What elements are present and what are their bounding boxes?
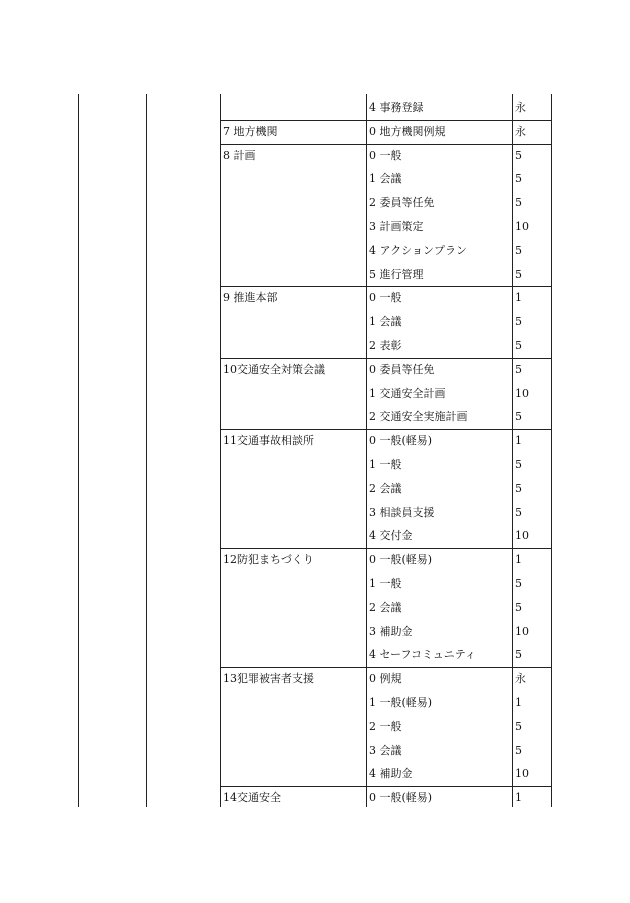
subcategory-label: 1 交通安全計画 bbox=[369, 386, 446, 400]
retention-period: 5 bbox=[515, 148, 522, 162]
subcategory-label: 5 進行管理 bbox=[369, 267, 424, 281]
group-separator bbox=[220, 786, 552, 787]
retention-period: 5 bbox=[515, 458, 522, 471]
group-separator bbox=[220, 429, 552, 430]
retention-period: 1 bbox=[515, 791, 522, 805]
subcategory-label: 2 委員等任免 bbox=[369, 196, 435, 210]
category-title: 10交通安全対策会議 bbox=[223, 362, 325, 376]
retention-period: 10 bbox=[515, 767, 529, 781]
retention-period: 1 bbox=[515, 696, 522, 709]
retention-period: 10 bbox=[515, 529, 529, 543]
subcategory-label: 3 相談員支援 bbox=[369, 505, 435, 519]
subcategory-label: 2 会議 bbox=[369, 481, 402, 495]
subcategory-label: 4 アクションプラン bbox=[369, 243, 467, 257]
group-separator bbox=[220, 548, 552, 549]
category-title: 7 地方機関 bbox=[223, 124, 278, 138]
category-title: 12防犯まちづくり bbox=[223, 553, 314, 567]
subcategory-label: 1 一般 bbox=[369, 458, 402, 471]
subcategory-label: 1 会議 bbox=[369, 172, 402, 186]
retention-period: 永 bbox=[515, 672, 526, 686]
retention-period: 1 bbox=[515, 553, 522, 567]
retention-period: 5 bbox=[515, 719, 522, 733]
category-title: 14交通安全 bbox=[223, 791, 281, 805]
subcategory-label: 2 表彰 bbox=[369, 339, 402, 352]
retention-period: 5 bbox=[515, 505, 522, 519]
column-border-4 bbox=[512, 94, 513, 807]
retention-period: 5 bbox=[515, 362, 522, 376]
retention-period: 5 bbox=[515, 577, 522, 590]
subcategory-label: 0 一般 bbox=[369, 148, 402, 162]
retention-period: 10 bbox=[515, 220, 529, 233]
retention-period: 永 bbox=[515, 124, 526, 138]
retention-period: 5 bbox=[515, 267, 522, 281]
group-separator bbox=[220, 286, 552, 287]
retention-period: 5 bbox=[515, 481, 522, 495]
category-title: 13犯罪被害者支援 bbox=[223, 672, 314, 686]
subcategory-label: 0 例規 bbox=[369, 672, 402, 686]
retention-period: 5 bbox=[515, 600, 522, 614]
subcategory-label: 3 補助金 bbox=[369, 624, 413, 638]
retention-period: 永 bbox=[515, 101, 526, 114]
retention-period: 10 bbox=[515, 386, 529, 400]
subcategory-label: 1 一般(軽易) bbox=[369, 696, 433, 709]
subcategory-label: 3 会議 bbox=[369, 743, 402, 757]
column-border-1 bbox=[146, 94, 147, 807]
subcategory-label: 1 一般 bbox=[369, 577, 402, 590]
column-border-2 bbox=[220, 94, 221, 807]
column-border-3 bbox=[366, 94, 367, 807]
subcategory-label: 1 会議 bbox=[369, 315, 402, 329]
category-title: 8 計画 bbox=[223, 148, 256, 162]
subcategory-label: 0 一般 bbox=[369, 291, 402, 305]
retention-period: 5 bbox=[515, 315, 522, 329]
subcategory-label: 2 交通安全実施計画 bbox=[369, 410, 468, 424]
subcategory-label: 0 一般(軽易) bbox=[369, 434, 433, 448]
subcategory-label: 4 補助金 bbox=[369, 767, 413, 781]
retention-period: 1 bbox=[515, 434, 522, 448]
subcategory-label: 0 一般(軽易) bbox=[369, 553, 433, 567]
subcategory-label: 3 計画策定 bbox=[369, 220, 424, 233]
subcategory-label: 4 事務登録 bbox=[369, 101, 424, 114]
retention-period: 5 bbox=[515, 410, 522, 424]
category-title: 11交通事故相談所 bbox=[223, 434, 314, 448]
subcategory-label: 4 交付金 bbox=[369, 529, 413, 543]
group-separator bbox=[220, 144, 552, 145]
group-separator bbox=[220, 120, 552, 121]
retention-period: 5 bbox=[515, 339, 522, 352]
retention-period: 5 bbox=[515, 243, 522, 257]
retention-period: 10 bbox=[515, 624, 529, 638]
retention-period: 5 bbox=[515, 196, 522, 210]
retention-period: 5 bbox=[515, 172, 522, 186]
category-title: 9 推進本部 bbox=[223, 291, 278, 305]
retention-period: 1 bbox=[515, 291, 522, 305]
retention-period: 5 bbox=[515, 743, 522, 757]
group-separator bbox=[220, 667, 552, 668]
subcategory-label: 0 地方機関例規 bbox=[369, 124, 446, 138]
subcategory-label: 2 会議 bbox=[369, 600, 402, 614]
subcategory-label: 2 一般 bbox=[369, 719, 402, 733]
group-separator bbox=[220, 358, 552, 359]
subcategory-label: 4 セーフコミュニティ bbox=[369, 648, 476, 662]
subcategory-label: 0 委員等任免 bbox=[369, 362, 435, 376]
subcategory-label: 0 一般(軽易) bbox=[369, 791, 433, 805]
retention-period: 5 bbox=[515, 648, 522, 662]
column-border-0 bbox=[78, 94, 79, 807]
column-border-5 bbox=[551, 94, 552, 807]
